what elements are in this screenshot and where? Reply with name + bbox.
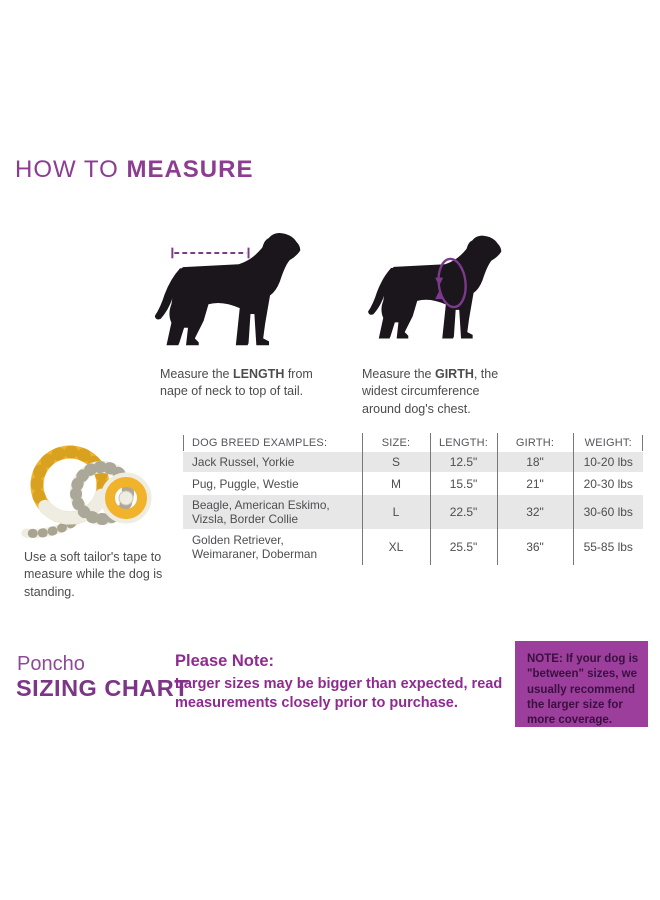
table-row [183, 472, 643, 495]
table-left-tick [183, 435, 184, 451]
col-header-size: SIZE: [362, 433, 430, 452]
cell-girth: 18" [497, 452, 573, 472]
cell-length: 25.5" [430, 529, 497, 565]
length-caption-post: from nape of neck to top of tail. [160, 367, 313, 399]
length-caption [160, 366, 340, 401]
please-note-body: Larger sizes may be bigger than expected, read measurements closely prior to purchase. [175, 676, 503, 711]
length-measure-line [172, 248, 248, 259]
cell-length: 22.5" [430, 495, 497, 529]
cell-girth: 36" [497, 529, 573, 565]
cell-girth: 32" [497, 495, 573, 529]
tape-caption: Use a soft tailor's tape to measure while the dog is standing. [24, 550, 163, 599]
table-row [183, 452, 643, 472]
cell-size: XL [362, 529, 430, 565]
dog-body [167, 233, 301, 345]
cell-size: M [362, 472, 430, 495]
cell-size: S [362, 452, 430, 472]
page-title-bold: MEASURE [126, 156, 254, 183]
sizing-chart-title: SIZING CHART [16, 675, 190, 701]
between-sizes-note-text: NOTE: If your dog is "between" sizes, we usually recommend the larger size for more coverage. [527, 653, 639, 727]
col-header-weight: WEIGHT: [573, 433, 643, 452]
girth-caption-pre: Measure the [362, 367, 435, 381]
between-sizes-note-box [515, 641, 648, 727]
sizing-table [183, 433, 643, 565]
girth-caption [362, 366, 520, 418]
cell-weight: 20-30 lbs [573, 472, 643, 495]
col-header-length: LENGTH: [430, 433, 497, 452]
cell-length: 12.5" [430, 452, 497, 472]
cell-weight: 30-60 lbs [573, 495, 643, 529]
col-header-breeds: DOG BREED EXAMPLES: [192, 436, 328, 449]
cell-girth: 21" [497, 472, 573, 495]
cell-length: 15.5" [430, 472, 497, 495]
cell-breeds: Jack Russel, Yorkie [183, 452, 362, 472]
table-header-row [183, 433, 643, 452]
page-title-regular: HOW TO [15, 156, 127, 183]
cell-breeds: Pug, Puggle, Westie [192, 476, 299, 491]
cell-size: L [362, 495, 430, 529]
cell-breeds: Golden Retriever, Weimaraner, Doberman [192, 533, 318, 562]
girth-caption-post: , the widest circumference around dog's chest. [362, 367, 499, 416]
please-note-heading: Please Note: [175, 652, 275, 670]
table-row [183, 529, 643, 565]
cell-breeds: Beagle, American Eskimo, Vizsla, Border Collie [183, 495, 362, 529]
cell-weight: 55-85 lbs [573, 529, 643, 565]
dog-length-diagram [146, 228, 312, 360]
table-right-tick [642, 435, 643, 451]
product-name: Poncho [17, 653, 85, 675]
length-caption-pre: Measure the [160, 367, 233, 381]
measuring-tape-illustration [18, 428, 158, 543]
girth-caption-keyword: GIRTH [434, 367, 474, 381]
col-header-girth: GIRTH: [497, 433, 573, 452]
tape-roll-core [119, 491, 133, 505]
dog-girth-diagram [360, 231, 512, 352]
table-row [183, 495, 643, 529]
length-caption-keyword: LENGTH [232, 367, 285, 381]
sizing-table-wrapper [183, 433, 643, 565]
cell-weight: 10-20 lbs [573, 452, 643, 472]
page-title [15, 156, 253, 184]
